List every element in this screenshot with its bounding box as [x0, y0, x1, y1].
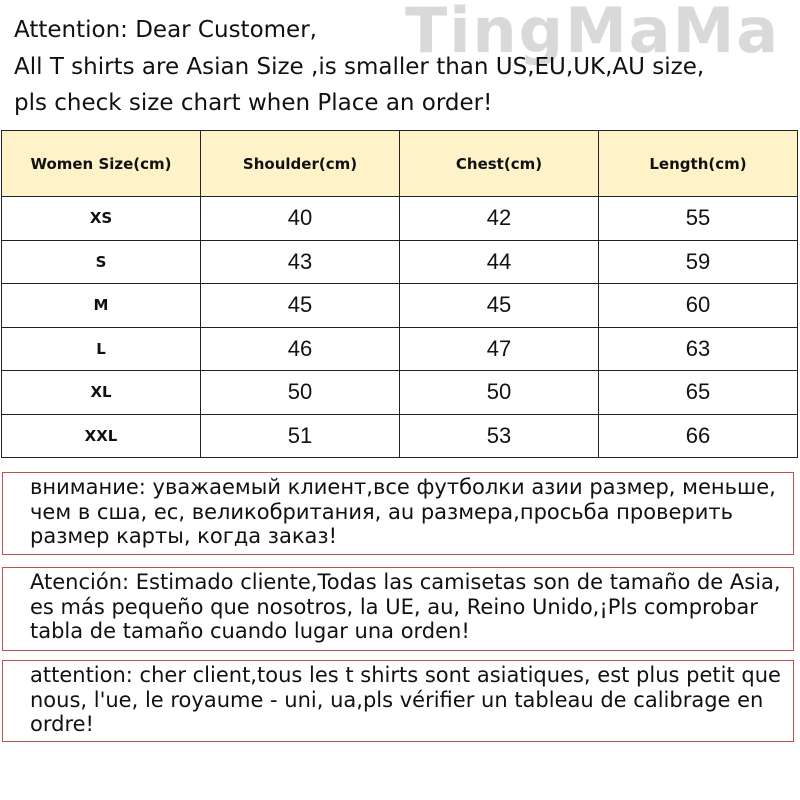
chest-cell: 50 [400, 371, 599, 415]
shoulder-cell: 50 [201, 371, 400, 415]
notice-french: attention: cher client,tous les t shirts sont asiatiques, est plus petit que nous, l'ue, le royaume - uni, ua,pls vérifier un tableau de calibrage en ordre! [2, 660, 794, 742]
chest-cell: 53 [400, 414, 599, 458]
header-line-1: Attention: Dear Customer, [14, 17, 317, 43]
column-header-chest: Chest(cm) [400, 131, 599, 197]
column-header-size: Women Size(cm) [2, 131, 201, 197]
shoulder-cell: 46 [201, 327, 400, 371]
chest-cell: 44 [400, 240, 599, 284]
column-header-length: Length(cm) [599, 131, 798, 197]
table-row [2, 414, 798, 458]
header-line-2: All T shirts are Asian Size ,is smaller than US,EU,UK,AU size, [14, 53, 705, 80]
chest-cell: 47 [400, 327, 599, 371]
notice-spanish: Atención: Estimado cliente,Todas las camisetas son de tamaño de Asia, es más pequeño que nosotros, la UE, au, Reino Unido,¡Pls comprobar tabla de tamaño cuando lugar una orden! [2, 567, 794, 651]
length-cell: 55 [599, 197, 798, 241]
chest-cell: 45 [400, 284, 599, 328]
size-chart-table [1, 130, 798, 458]
length-cell: 66 [599, 414, 798, 458]
table-row [2, 327, 798, 371]
size-cell: XS [2, 197, 201, 241]
table-row [2, 371, 798, 415]
brand-watermark: TingMaMa [405, 0, 781, 67]
length-cell: 60 [599, 284, 798, 328]
size-cell: XL [2, 371, 201, 415]
length-cell: 63 [599, 327, 798, 371]
size-cell: S [2, 240, 201, 284]
column-header-shoulder: Shoulder(cm) [201, 131, 400, 197]
size-cell: XXL [2, 414, 201, 458]
table-header-row [2, 131, 798, 197]
shoulder-cell: 40 [201, 197, 400, 241]
table-row [2, 284, 798, 328]
attention-header [14, 12, 734, 122]
shoulder-cell: 45 [201, 284, 400, 328]
length-cell: 59 [599, 240, 798, 284]
size-cell: M [2, 284, 201, 328]
chest-cell: 42 [400, 197, 599, 241]
length-cell: 65 [599, 371, 798, 415]
table-row [2, 197, 798, 241]
table-row [2, 240, 798, 284]
shoulder-cell: 51 [201, 414, 400, 458]
size-cell: L [2, 327, 201, 371]
notice-russian: внимание: уважаемый клиент,все футболки азии размер, меньше, чем в сша, ес, великобритания, au размера,просьба проверить размер карты, когда заказ! [2, 472, 794, 555]
shoulder-cell: 43 [201, 240, 400, 284]
header-line-3: pls check size chart when Place an order! [14, 90, 493, 116]
